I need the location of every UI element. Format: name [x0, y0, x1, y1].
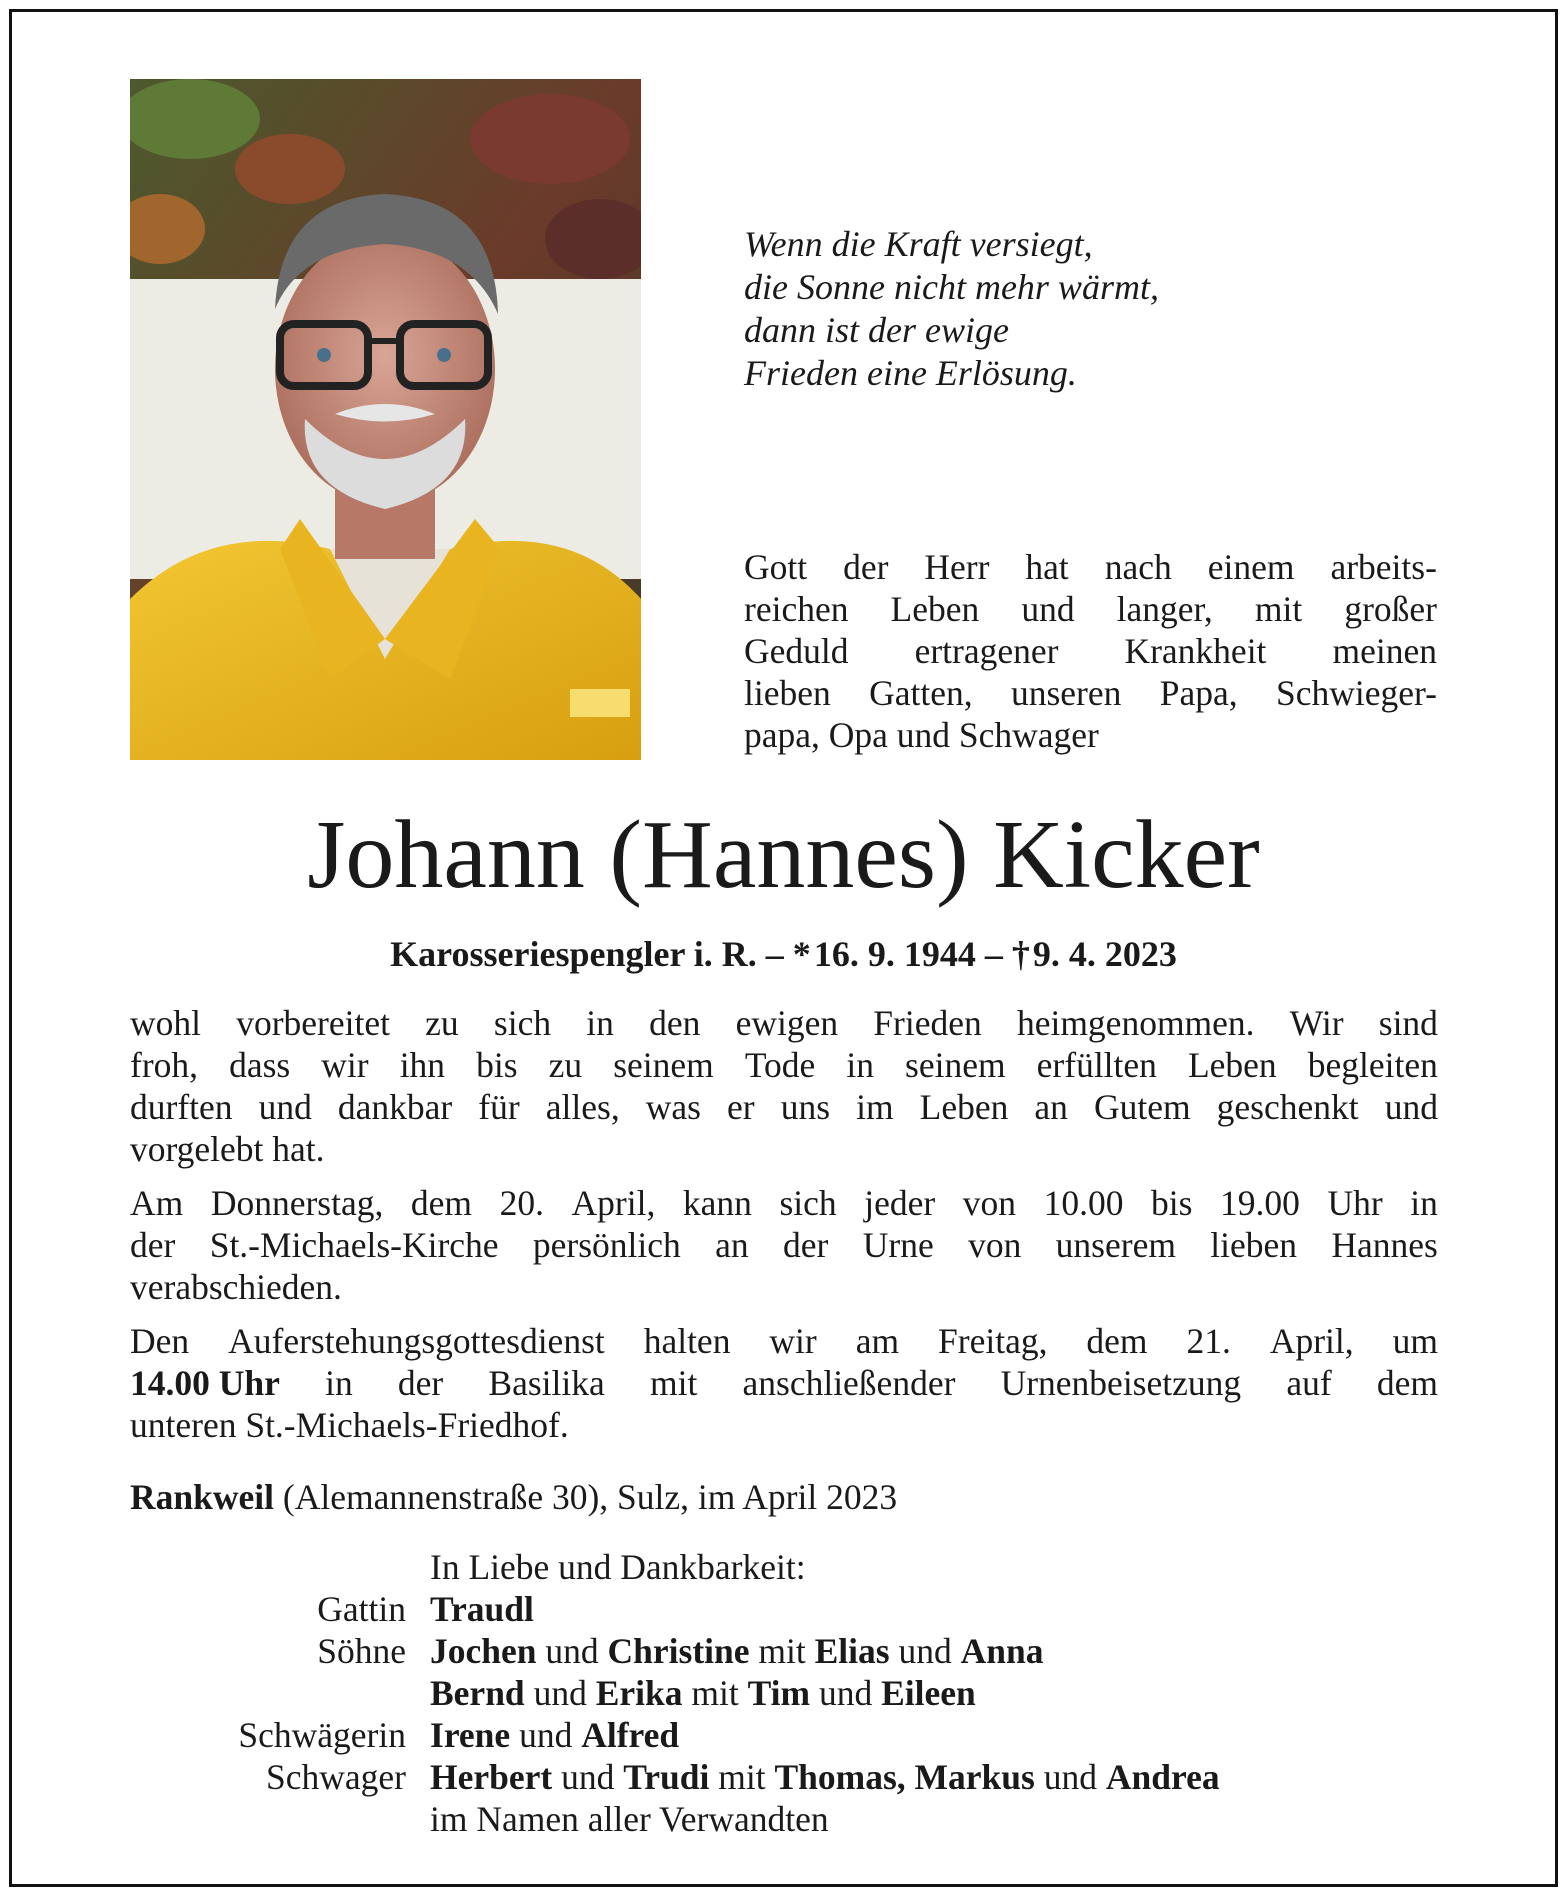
word: mit: [1254, 589, 1303, 629]
word: lieben: [1210, 1225, 1298, 1265]
word: der: [843, 547, 889, 587]
word: Hannes: [1331, 1225, 1438, 1265]
intro-line: [744, 546, 1437, 588]
word: am: [855, 1321, 900, 1361]
paragraph: [130, 1182, 1438, 1308]
word: dem: [410, 1183, 473, 1223]
word: von: [962, 1183, 1016, 1223]
mourners-list: [0, 1546, 1567, 1840]
connector: und: [545, 1631, 599, 1671]
word: Leben: [1187, 1045, 1277, 1085]
word: zu: [425, 1003, 459, 1043]
intro-line: papa, Opa und Schwager: [744, 715, 1099, 755]
text-line: [130, 1320, 1438, 1362]
word: Auferstehungsgottesdienst: [228, 1321, 605, 1361]
word: im: [856, 1087, 894, 1127]
word: in: [1410, 1183, 1438, 1223]
word: für: [478, 1087, 520, 1127]
poem-line: Wenn die Kraft versiegt,: [744, 224, 1093, 264]
word: Tode: [744, 1045, 816, 1085]
word: erfüllten: [1036, 1045, 1157, 1085]
relation-label: Schwägerin: [238, 1715, 406, 1755]
word: wir: [321, 1045, 369, 1085]
death-cross-icon: †: [1011, 934, 1030, 974]
word: er: [727, 1087, 755, 1127]
mourner-name: Christine: [607, 1631, 750, 1671]
word: bis: [476, 1045, 518, 1085]
word: der: [130, 1225, 176, 1265]
word: 20.: [499, 1183, 544, 1223]
word: Leben: [919, 1087, 1009, 1127]
word: Am: [130, 1183, 184, 1223]
word: auf: [1286, 1363, 1332, 1403]
word: heimgenommen.: [1016, 1003, 1255, 1043]
word: Basilika: [488, 1363, 605, 1403]
paragraph: [130, 1002, 1438, 1170]
word: und: [258, 1087, 312, 1127]
word: dem: [1086, 1321, 1148, 1361]
connector: mit: [758, 1631, 806, 1671]
text-line: [130, 1086, 1438, 1128]
word: an: [715, 1225, 749, 1265]
mourners-heading-row: [0, 1546, 1567, 1588]
text-line: [130, 1224, 1438, 1266]
word: in: [846, 1045, 874, 1085]
word: zu: [548, 1045, 583, 1085]
word: arbeits-: [1330, 547, 1437, 587]
relation-label: Gattin: [317, 1589, 406, 1629]
word: unseren: [1010, 673, 1122, 713]
mourner-name: Erika: [595, 1673, 683, 1713]
word: dankbar: [337, 1087, 453, 1127]
connector: mit: [718, 1757, 766, 1797]
word: unserem: [1055, 1225, 1176, 1265]
word: 10.00: [1043, 1183, 1124, 1223]
word: kann: [682, 1183, 752, 1223]
announcement-body: [130, 1002, 1438, 1458]
connector: und: [898, 1631, 952, 1671]
word: uns: [780, 1087, 831, 1127]
word: froh,: [130, 1045, 199, 1085]
word: April,: [1269, 1321, 1354, 1361]
address-date: (Alemannenstraße 30), Sulz, im April 2023: [282, 1477, 898, 1517]
mourner-name: Anna: [960, 1631, 1044, 1671]
deceased-name: Johann (Hannes) Kicker: [307, 801, 1260, 909]
relation-label: Söhne: [317, 1631, 406, 1671]
poem-line: dann ist der ewige: [744, 310, 1009, 350]
word: Wir: [1289, 1003, 1344, 1043]
word: 19.00: [1220, 1183, 1300, 1223]
service-time: 14.00 Uhr: [130, 1363, 280, 1403]
paragraph: [130, 1320, 1438, 1446]
word: Schwieger-: [1276, 673, 1437, 713]
word: sich: [779, 1183, 837, 1223]
word: Papa,: [1159, 673, 1238, 713]
connector: und: [1043, 1757, 1097, 1797]
word: dass: [229, 1045, 291, 1085]
intro-line: [744, 672, 1437, 714]
word: den: [649, 1003, 701, 1043]
word: Urne: [862, 1225, 934, 1265]
mourner-name: Irene: [430, 1715, 511, 1755]
word: reichen: [744, 589, 849, 629]
connector: und: [818, 1673, 873, 1713]
word: an: [1034, 1087, 1068, 1127]
poem-line: Frieden eine Erlösung.: [744, 353, 1077, 393]
word: Frieden: [873, 1003, 982, 1043]
word: und: [1021, 589, 1075, 629]
mourners-footer: im Namen aller Verwandten: [430, 1799, 829, 1839]
word: der: [783, 1225, 829, 1265]
text-line: unteren St.-Michaels-Friedhof.: [130, 1405, 569, 1445]
mourners-footer-row: [0, 1798, 1567, 1840]
word: halten: [643, 1321, 731, 1361]
mourner-name: Elias: [814, 1631, 890, 1671]
word: durften: [130, 1087, 233, 1127]
word: einem: [1207, 547, 1295, 587]
word: ewigen: [735, 1003, 839, 1043]
mourners-heading: In Liebe und Dankbarkeit:: [430, 1547, 806, 1587]
mourner-name: Jochen: [430, 1631, 537, 1671]
word: anschließender: [742, 1363, 956, 1403]
mourner-name: Tim: [747, 1673, 811, 1713]
intro-line: [744, 588, 1437, 630]
word: Gatten,: [869, 673, 973, 713]
word: St.-Michaels-Kirche: [209, 1225, 499, 1265]
word: 21.: [1186, 1321, 1231, 1361]
word: mit: [649, 1363, 698, 1403]
text-line: verabschieden.: [130, 1267, 342, 1307]
word: Freitag,: [938, 1321, 1048, 1361]
word: um: [1392, 1321, 1438, 1361]
birth-date: 16. 9. 1944: [813, 934, 976, 974]
mourner-row: [0, 1756, 1567, 1798]
word: begleiten: [1307, 1045, 1438, 1085]
word: Krankheit: [1124, 631, 1267, 671]
word: ertragener: [914, 631, 1059, 671]
mourner-name: Eileen: [881, 1673, 976, 1713]
word: meinen: [1332, 631, 1437, 671]
word: bis: [1151, 1183, 1193, 1223]
mourner-row: [0, 1672, 1567, 1714]
word: geschenkt: [1216, 1087, 1359, 1127]
mourner-row: [0, 1588, 1567, 1630]
town: Rankweil: [130, 1477, 274, 1517]
mourner-row: [0, 1714, 1567, 1756]
word: dem: [1376, 1363, 1438, 1403]
portrait-photo: [130, 79, 641, 760]
connector: und: [561, 1757, 615, 1797]
word: in: [586, 1003, 614, 1043]
word: seinem: [905, 1045, 1006, 1085]
word: ihn: [399, 1045, 446, 1085]
connector: und: [533, 1673, 587, 1713]
mourner-name: Bernd: [430, 1673, 525, 1713]
word: alles,: [545, 1087, 620, 1127]
poem: [744, 223, 1159, 395]
mourner-name: Traudl: [430, 1589, 534, 1629]
word: sich: [493, 1003, 552, 1043]
word: hat: [1025, 547, 1069, 587]
mourner-name: Trudi: [623, 1757, 710, 1797]
word: Geduld: [744, 631, 849, 671]
word: wohl: [130, 1003, 201, 1043]
word: vorbereitet: [236, 1003, 390, 1043]
occupation: Karosseriespengler i. R.: [390, 934, 757, 974]
place-date: [130, 1476, 897, 1518]
word: jeder: [864, 1183, 936, 1223]
mourner-name: Herbert: [430, 1757, 553, 1797]
intro-text: [744, 546, 1437, 756]
word: Gott: [744, 547, 808, 587]
word: April,: [571, 1183, 656, 1223]
life-data: Karosseriespengler i. R. – * 16. 9. 1944 – † 9. 4. 2023: [390, 934, 1177, 974]
word: Uhr: [1327, 1183, 1383, 1223]
word: was: [645, 1087, 701, 1127]
text-line: [130, 1182, 1438, 1224]
mourner-name: Alfred: [581, 1715, 680, 1755]
word: der: [397, 1363, 444, 1403]
word: und: [1384, 1087, 1438, 1127]
word: von: [968, 1225, 1022, 1265]
word: Gutem: [1093, 1087, 1191, 1127]
text-line: [130, 1044, 1438, 1086]
word: nach: [1104, 547, 1172, 587]
text-line: vorgelebt hat.: [130, 1129, 325, 1169]
death-date: 9. 4. 2023: [1032, 934, 1177, 974]
word: in: [325, 1363, 353, 1403]
word: Urnenbeisetzung: [1000, 1363, 1242, 1403]
word: wir: [769, 1321, 817, 1361]
mourner-row: [0, 1630, 1567, 1672]
birth-star-icon: *: [792, 934, 811, 974]
mourner-name: Andrea: [1105, 1757, 1220, 1797]
connector: und: [519, 1715, 573, 1755]
text-line: [130, 1002, 1438, 1044]
intro-line: [744, 630, 1437, 672]
word: seinem: [613, 1045, 714, 1085]
poem-line: die Sonne nicht mehr wärmt,: [744, 267, 1159, 307]
mourner-name: Thomas, Markus: [774, 1757, 1035, 1797]
word: Leben: [890, 589, 980, 629]
word: Herr: [924, 547, 990, 587]
word: großer: [1344, 589, 1437, 629]
word: lieben: [744, 673, 831, 713]
connector: mit: [691, 1673, 739, 1713]
text-line: [130, 1362, 1438, 1404]
word: persönlich: [532, 1225, 681, 1265]
word: langer,: [1116, 589, 1213, 629]
word: Donnerstag,: [210, 1183, 384, 1223]
word: Den: [130, 1321, 190, 1361]
relation-label: Schwager: [266, 1757, 406, 1797]
word: sind: [1378, 1003, 1438, 1043]
